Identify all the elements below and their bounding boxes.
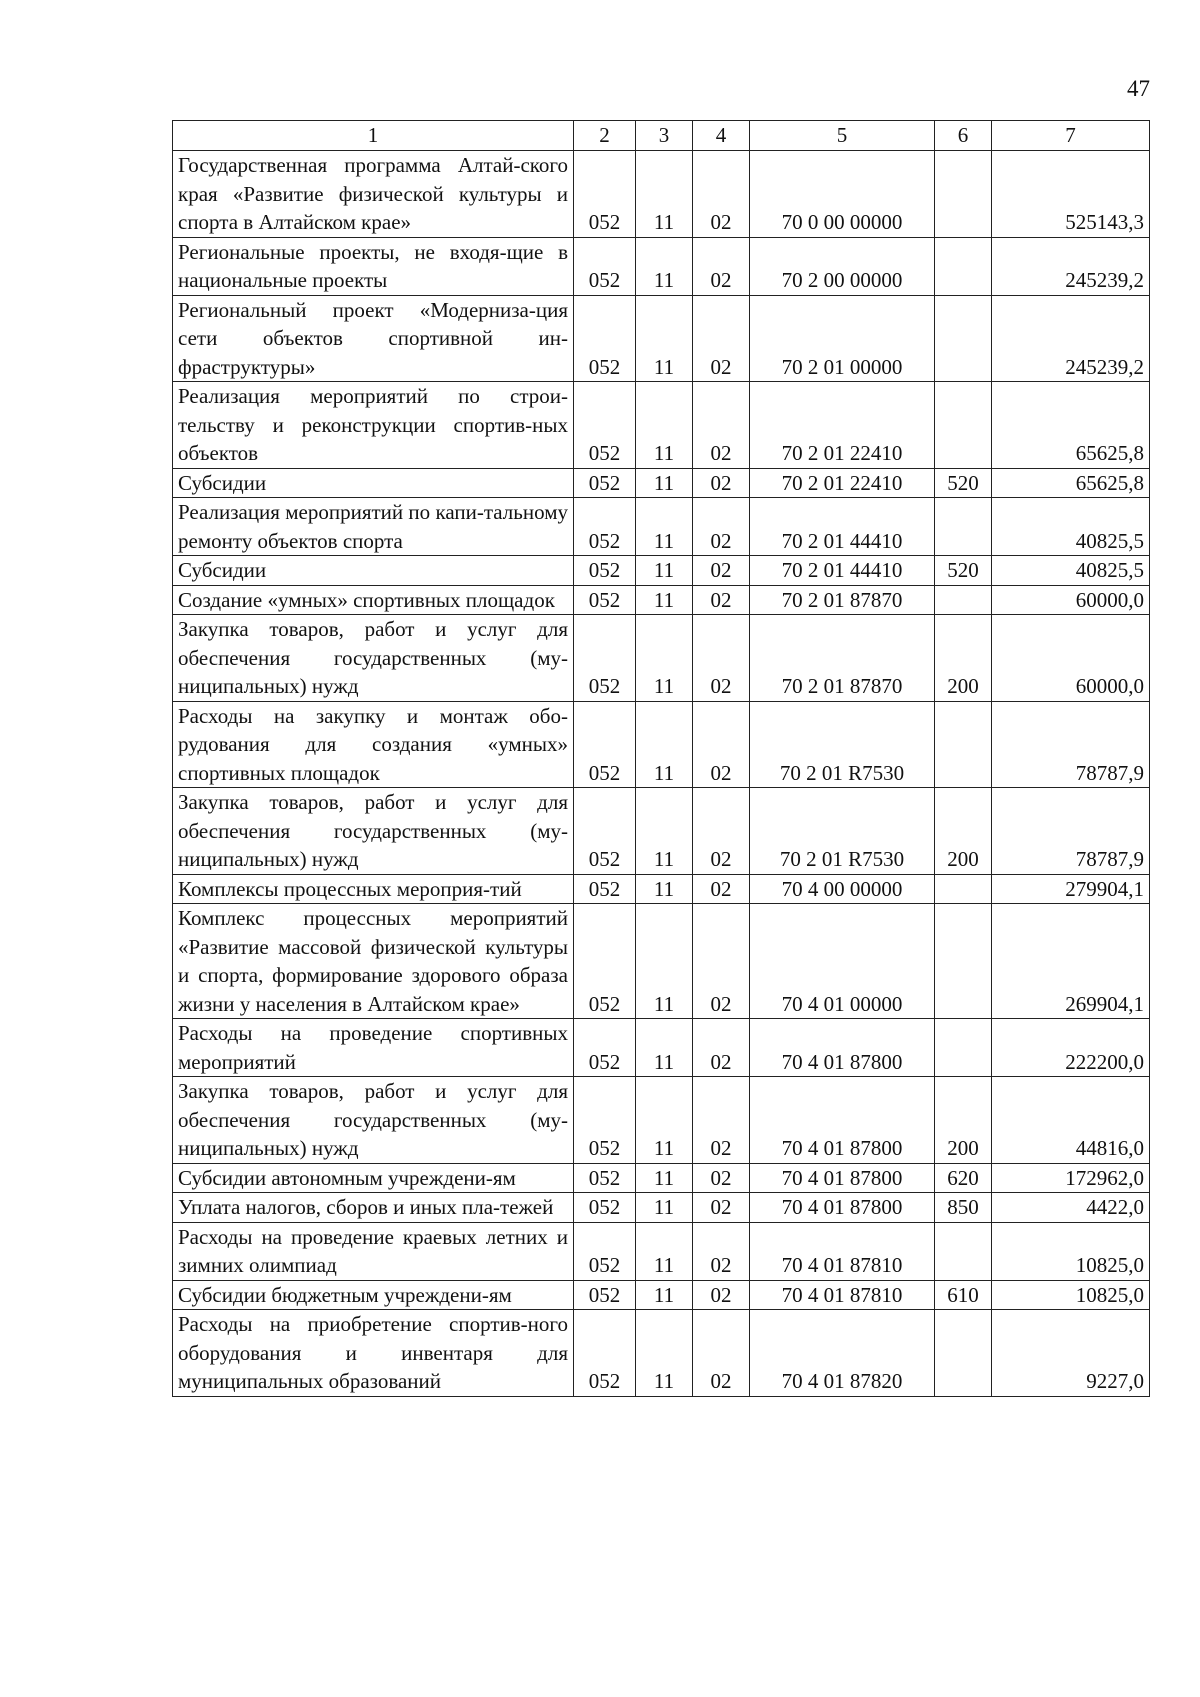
table-row <box>173 615 1150 702</box>
table-row <box>173 585 1150 615</box>
table-row <box>173 237 1150 295</box>
target-article-cell: 70 2 01 22410 <box>750 382 935 469</box>
page-number: 47 <box>1127 76 1150 101</box>
subsection-code-cell: 02 <box>693 382 750 469</box>
amount-cell: 10825,0 <box>992 1222 1150 1280</box>
table-row <box>173 904 1150 1019</box>
ministry-code-cell: 052 <box>574 382 636 469</box>
table-row <box>173 874 1150 904</box>
item-name-cell: Закупка товаров, работ и услуг для обеспечения государственных (му-ниципальных) нужд <box>173 1077 574 1164</box>
target-article-cell: 70 4 00 00000 <box>750 874 935 904</box>
item-name-cell: Субсидии <box>173 556 574 586</box>
subsection-code-cell: 02 <box>693 237 750 295</box>
table-row <box>173 556 1150 586</box>
expense-type-cell <box>935 1222 992 1280</box>
table-row <box>173 468 1150 498</box>
target-article-cell: 70 4 01 00000 <box>750 904 935 1019</box>
expense-type-cell <box>935 237 992 295</box>
target-article-cell: 70 4 01 87800 <box>750 1163 935 1193</box>
amount-cell: 10825,0 <box>992 1280 1150 1310</box>
table-row <box>173 1280 1150 1310</box>
subsection-code-cell: 02 <box>693 904 750 1019</box>
ministry-code-cell: 052 <box>574 615 636 702</box>
subsection-code-cell: 02 <box>693 1163 750 1193</box>
subsection-code-cell: 02 <box>693 874 750 904</box>
item-name-cell: Субсидии бюджетным учреждени-ям <box>173 1280 574 1310</box>
table-row <box>173 1163 1150 1193</box>
subsection-code-cell: 02 <box>693 1222 750 1280</box>
expense-type-cell <box>935 151 992 238</box>
ministry-code-cell: 052 <box>574 1077 636 1164</box>
subsection-code-cell: 02 <box>693 788 750 875</box>
table-body <box>173 151 1150 1397</box>
amount-cell: 40825,5 <box>992 556 1150 586</box>
ministry-code-cell: 052 <box>574 585 636 615</box>
table-row <box>173 498 1150 556</box>
subsection-code-cell: 02 <box>693 585 750 615</box>
ministry-code-cell: 052 <box>574 295 636 382</box>
target-article-cell: 70 2 01 00000 <box>750 295 935 382</box>
item-name-cell: Государственная программа Алтай-ского края «Развитие физической культуры и спорта в Алтайском крае» <box>173 151 574 238</box>
expense-type-cell <box>935 498 992 556</box>
section-code-cell: 11 <box>636 468 693 498</box>
table-row <box>173 151 1150 238</box>
subsection-code-cell: 02 <box>693 1077 750 1164</box>
section-code-cell: 11 <box>636 237 693 295</box>
section-code-cell: 11 <box>636 382 693 469</box>
amount-cell: 60000,0 <box>992 615 1150 702</box>
target-article-cell: 70 2 01 87870 <box>750 585 935 615</box>
amount-cell: 40825,5 <box>992 498 1150 556</box>
target-article-cell: 70 2 01 44410 <box>750 498 935 556</box>
item-name-cell: Расходы на проведение краевых летних и зимних олимпиад <box>173 1222 574 1280</box>
target-article-cell: 70 2 00 00000 <box>750 237 935 295</box>
subsection-code-cell: 02 <box>693 151 750 238</box>
amount-cell: 65625,8 <box>992 382 1150 469</box>
section-code-cell: 11 <box>636 1163 693 1193</box>
amount-cell: 279904,1 <box>992 874 1150 904</box>
subsection-code-cell: 02 <box>693 615 750 702</box>
amount-cell: 525143,3 <box>992 151 1150 238</box>
expense-type-cell <box>935 1019 992 1077</box>
target-article-cell: 70 2 01 44410 <box>750 556 935 586</box>
item-name-cell: Расходы на закупку и монтаж обо-рудования для создания «умных» спортивных площадок <box>173 701 574 788</box>
expense-type-cell <box>935 874 992 904</box>
target-article-cell: 70 4 01 87800 <box>750 1077 935 1164</box>
table-row <box>173 1193 1150 1223</box>
target-article-cell: 70 0 00 00000 <box>750 151 935 238</box>
target-article-cell: 70 4 01 87810 <box>750 1222 935 1280</box>
amount-cell: 78787,9 <box>992 788 1150 875</box>
section-code-cell: 11 <box>636 874 693 904</box>
amount-cell: 222200,0 <box>992 1019 1150 1077</box>
column-header: 2 <box>574 121 636 151</box>
expense-type-cell <box>935 1310 992 1397</box>
table-row <box>173 382 1150 469</box>
item-name-cell: Комплексы процессных мероприя-тий <box>173 874 574 904</box>
amount-cell: 269904,1 <box>992 904 1150 1019</box>
ministry-code-cell: 052 <box>574 1280 636 1310</box>
section-code-cell: 11 <box>636 585 693 615</box>
amount-cell: 245239,2 <box>992 295 1150 382</box>
ministry-code-cell: 052 <box>574 468 636 498</box>
subsection-code-cell: 02 <box>693 1280 750 1310</box>
amount-cell: 4422,0 <box>992 1193 1150 1223</box>
amount-cell: 245239,2 <box>992 237 1150 295</box>
item-name-cell: Реализация мероприятий по строи-тельству и реконструкции спортив-ных объектов <box>173 382 574 469</box>
section-code-cell: 11 <box>636 1193 693 1223</box>
item-name-cell: Комплекс процессных мероприятий «Развитие массовой физической культуры и спорта, формирование здорового образа жизни у населения в Алтайском крае» <box>173 904 574 1019</box>
section-code-cell: 11 <box>636 1077 693 1164</box>
ministry-code-cell: 052 <box>574 904 636 1019</box>
amount-cell: 60000,0 <box>992 585 1150 615</box>
amount-cell: 9227,0 <box>992 1310 1150 1397</box>
ministry-code-cell: 052 <box>574 1163 636 1193</box>
expense-type-cell <box>935 701 992 788</box>
expense-type-cell: 520 <box>935 468 992 498</box>
table-row <box>173 788 1150 875</box>
table-row <box>173 1310 1150 1397</box>
target-article-cell: 70 4 01 87800 <box>750 1019 935 1077</box>
ministry-code-cell: 052 <box>574 1019 636 1077</box>
section-code-cell: 11 <box>636 151 693 238</box>
expense-type-cell: 200 <box>935 1077 992 1164</box>
section-code-cell: 11 <box>636 788 693 875</box>
expense-type-cell: 200 <box>935 788 992 875</box>
column-header: 7 <box>992 121 1150 151</box>
expense-type-cell: 200 <box>935 615 992 702</box>
header-row <box>173 121 1150 151</box>
expense-type-cell: 850 <box>935 1193 992 1223</box>
section-code-cell: 11 <box>636 1310 693 1397</box>
item-name-cell: Расходы на проведение спортивных мероприятий <box>173 1019 574 1077</box>
subsection-code-cell: 02 <box>693 1019 750 1077</box>
amount-cell: 44816,0 <box>992 1077 1150 1164</box>
section-code-cell: 11 <box>636 701 693 788</box>
item-name-cell: Закупка товаров, работ и услуг для обеспечения государственных (му-ниципальных) нужд <box>173 615 574 702</box>
subsection-code-cell: 02 <box>693 468 750 498</box>
target-article-cell: 70 4 01 87810 <box>750 1280 935 1310</box>
expense-type-cell <box>935 904 992 1019</box>
expense-type-cell <box>935 295 992 382</box>
table-row <box>173 1077 1150 1164</box>
table-row <box>173 1019 1150 1077</box>
expense-type-cell: 620 <box>935 1163 992 1193</box>
table-row <box>173 701 1150 788</box>
subsection-code-cell: 02 <box>693 295 750 382</box>
target-article-cell: 70 2 01 22410 <box>750 468 935 498</box>
ministry-code-cell: 052 <box>574 1193 636 1223</box>
ministry-code-cell: 052 <box>574 1222 636 1280</box>
section-code-cell: 11 <box>636 904 693 1019</box>
subsection-code-cell: 02 <box>693 1193 750 1223</box>
subsection-code-cell: 02 <box>693 556 750 586</box>
ministry-code-cell: 052 <box>574 788 636 875</box>
item-name-cell: Закупка товаров, работ и услуг для обеспечения государственных (му-ниципальных) нужд <box>173 788 574 875</box>
ministry-code-cell: 052 <box>574 151 636 238</box>
column-header: 4 <box>693 121 750 151</box>
ministry-code-cell: 052 <box>574 874 636 904</box>
target-article-cell: 70 2 01 R7530 <box>750 788 935 875</box>
expense-type-cell: 610 <box>935 1280 992 1310</box>
subsection-code-cell: 02 <box>693 1310 750 1397</box>
item-name-cell: Создание «умных» спортивных площадок <box>173 585 574 615</box>
target-article-cell: 70 4 01 87820 <box>750 1310 935 1397</box>
section-code-cell: 11 <box>636 556 693 586</box>
amount-cell: 78787,9 <box>992 701 1150 788</box>
ministry-code-cell: 052 <box>574 556 636 586</box>
budget-table <box>172 120 1150 1397</box>
target-article-cell: 70 2 01 R7530 <box>750 701 935 788</box>
expense-type-cell <box>935 585 992 615</box>
section-code-cell: 11 <box>636 295 693 382</box>
item-name-cell: Уплата налогов, сборов и иных пла-тежей <box>173 1193 574 1223</box>
target-article-cell: 70 2 01 87870 <box>750 615 935 702</box>
subsection-code-cell: 02 <box>693 498 750 556</box>
ministry-code-cell: 052 <box>574 1310 636 1397</box>
column-header: 1 <box>173 121 574 151</box>
item-name-cell: Субсидии <box>173 468 574 498</box>
expense-type-cell <box>935 382 992 469</box>
column-header: 6 <box>935 121 992 151</box>
subsection-code-cell: 02 <box>693 701 750 788</box>
table-row <box>173 295 1150 382</box>
section-code-cell: 11 <box>636 1280 693 1310</box>
ministry-code-cell: 052 <box>574 701 636 788</box>
item-name-cell: Региональные проекты, не входя-щие в национальные проекты <box>173 237 574 295</box>
expense-type-cell: 520 <box>935 556 992 586</box>
amount-cell: 65625,8 <box>992 468 1150 498</box>
item-name-cell: Реализация мероприятий по капи-тальному ремонту объектов спорта <box>173 498 574 556</box>
item-name-cell: Субсидии автономным учреждени-ям <box>173 1163 574 1193</box>
target-article-cell: 70 4 01 87800 <box>750 1193 935 1223</box>
table-row <box>173 1222 1150 1280</box>
section-code-cell: 11 <box>636 1019 693 1077</box>
section-code-cell: 11 <box>636 615 693 702</box>
item-name-cell: Расходы на приобретение спортив-ного оборудования и инвентаря для муниципальных образований <box>173 1310 574 1397</box>
column-header: 5 <box>750 121 935 151</box>
section-code-cell: 11 <box>636 498 693 556</box>
section-code-cell: 11 <box>636 1222 693 1280</box>
item-name-cell: Региональный проект «Модерниза-ция сети объектов спортивной ин-фраструктуры» <box>173 295 574 382</box>
ministry-code-cell: 052 <box>574 237 636 295</box>
amount-cell: 172962,0 <box>992 1163 1150 1193</box>
ministry-code-cell: 052 <box>574 498 636 556</box>
column-header: 3 <box>636 121 693 151</box>
